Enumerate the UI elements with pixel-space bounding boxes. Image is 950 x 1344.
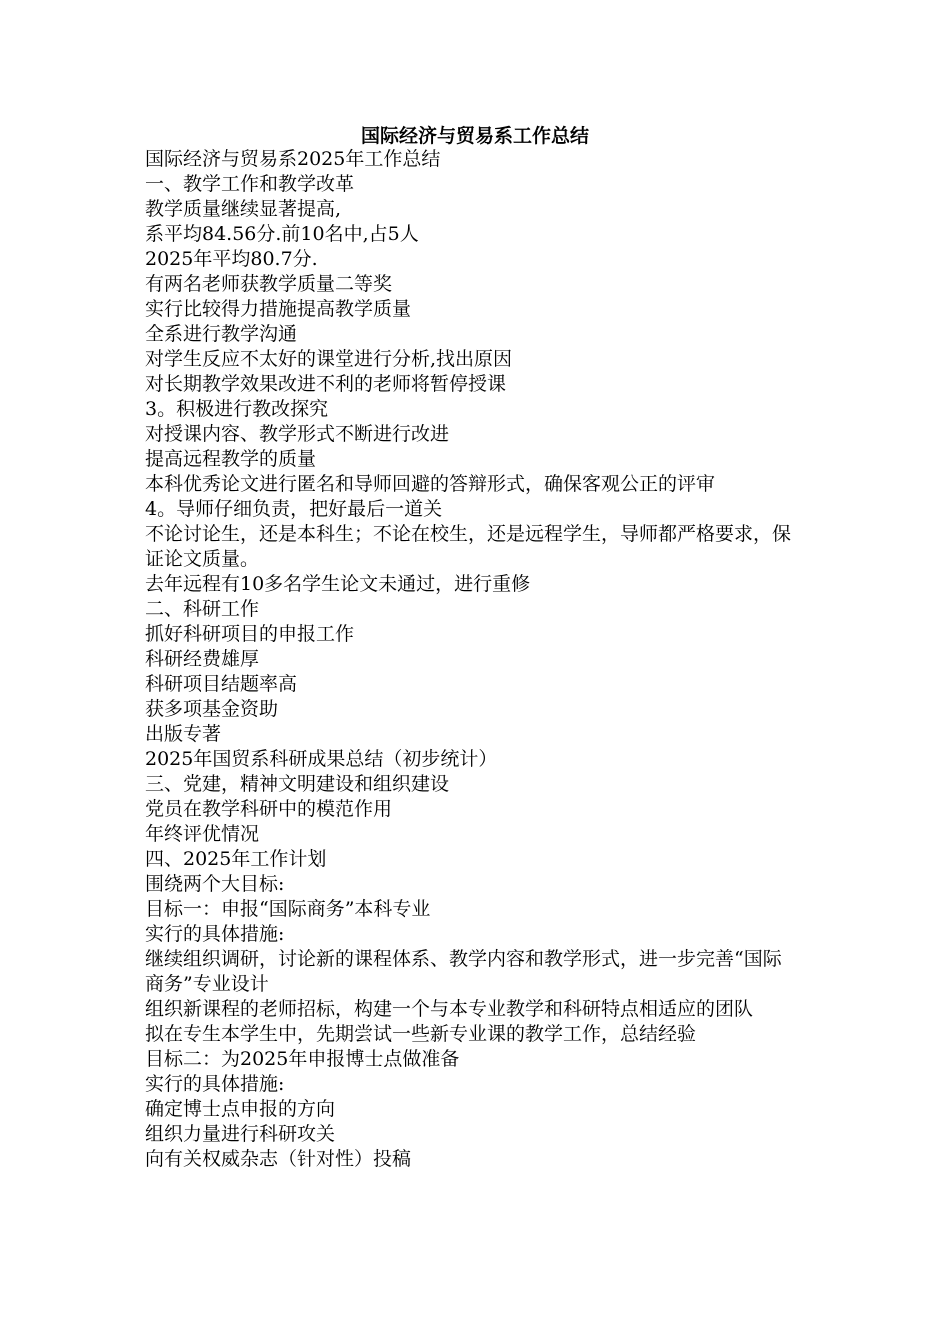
body-paragraph: 提高远程教学的质量 bbox=[145, 448, 317, 470]
body-paragraph: 四、2025年工作计划 bbox=[145, 848, 327, 870]
body-paragraph: 目标一：申报“国际商务”本科专业 bbox=[145, 898, 431, 920]
body-paragraph: 2025年国贸系科研成果总结（初步统计） bbox=[145, 748, 498, 770]
body-paragraph: 二、科研工作 bbox=[145, 598, 260, 620]
body-paragraph: 实行的具体措施: bbox=[145, 923, 285, 945]
body-paragraph: 年终评优情况 bbox=[145, 823, 260, 845]
document-title: 国际经济与贸易系工作总结 bbox=[360, 125, 589, 147]
body-paragraph: 目标二：为2025年申报博士点做准备 bbox=[145, 1048, 460, 1070]
body-paragraph: 系平均84.56分.前10名中,占5人 bbox=[145, 223, 419, 245]
body-paragraph: 继续组织调研，讨论新的课程体系、教学内容和教学形式，进一步完善“国际商务”专业设计 bbox=[145, 948, 782, 995]
body-paragraph: 2025年平均80.7分. bbox=[145, 248, 318, 270]
body-paragraph: 对长期教学效果改进不利的老师将暂停授课 bbox=[145, 373, 507, 395]
body-paragraph: 有两名老师获教学质量二等奖 bbox=[145, 273, 393, 295]
body-paragraph: 科研项目结题率高 bbox=[145, 673, 298, 695]
body-paragraph: 3。积极进行教改探究 bbox=[145, 398, 329, 420]
body-paragraph: 对学生反应不太好的课堂进行分析,找出原因 bbox=[145, 348, 513, 370]
body-paragraph: 科研经费雄厚 bbox=[145, 648, 260, 670]
body-paragraph: 实行的具体措施: bbox=[145, 1073, 285, 1095]
body-paragraph: 抓好科研项目的申报工作 bbox=[145, 623, 355, 645]
body-paragraph: 不论讨论生，还是本科生；不论在校生，还是远程学生，导师都严格要求，保证论文质量。 bbox=[145, 523, 792, 570]
body-paragraph: 三、党建，精神文明建设和组织建设 bbox=[145, 773, 450, 795]
body-paragraph: 一、教学工作和教学改革 bbox=[145, 173, 355, 195]
body-paragraph: 出版专著 bbox=[145, 723, 222, 745]
body-paragraph: 实行比较得力措施提高教学质量 bbox=[145, 298, 412, 320]
body-paragraph: 去年远程有10多名学生论文未通过，进行重修 bbox=[145, 573, 531, 595]
body-paragraph: 组织力量进行科研攻关 bbox=[145, 1123, 336, 1145]
body-paragraph: 组织新课程的老师招标，构建一个与本专业教学和科研特点相适应的团队 bbox=[145, 998, 754, 1020]
body-paragraph: 获多项基金资助 bbox=[145, 698, 279, 720]
body-paragraph: 本科优秀论文进行匿名和导师回避的答辩形式，确保客观公正的评审 bbox=[145, 473, 716, 495]
body-paragraph: 向有关权威杂志（针对性）投稿 bbox=[145, 1148, 412, 1170]
body-paragraph: 教学质量继续显著提高, bbox=[145, 198, 342, 220]
body-paragraph: 对授课内容、教学形式不断进行改进 bbox=[145, 423, 450, 445]
body-paragraph: 全系进行教学沟通 bbox=[145, 323, 298, 345]
body-paragraph: 确定博士点申报的方向 bbox=[145, 1098, 336, 1120]
body-paragraph: 围绕两个大目标: bbox=[145, 873, 285, 895]
document-body bbox=[145, 147, 795, 1172]
body-paragraph: 拟在专生本学生中，先期尝试一些新专业课的教学工作，总结经验 bbox=[145, 1023, 697, 1045]
body-paragraph: 4。导师仔细负责，把好最后一道关 bbox=[145, 498, 443, 520]
body-paragraph: 党员在教学科研中的模范作用 bbox=[145, 798, 393, 820]
body-paragraph: 国际经济与贸易系2025年工作总结 bbox=[145, 148, 441, 170]
